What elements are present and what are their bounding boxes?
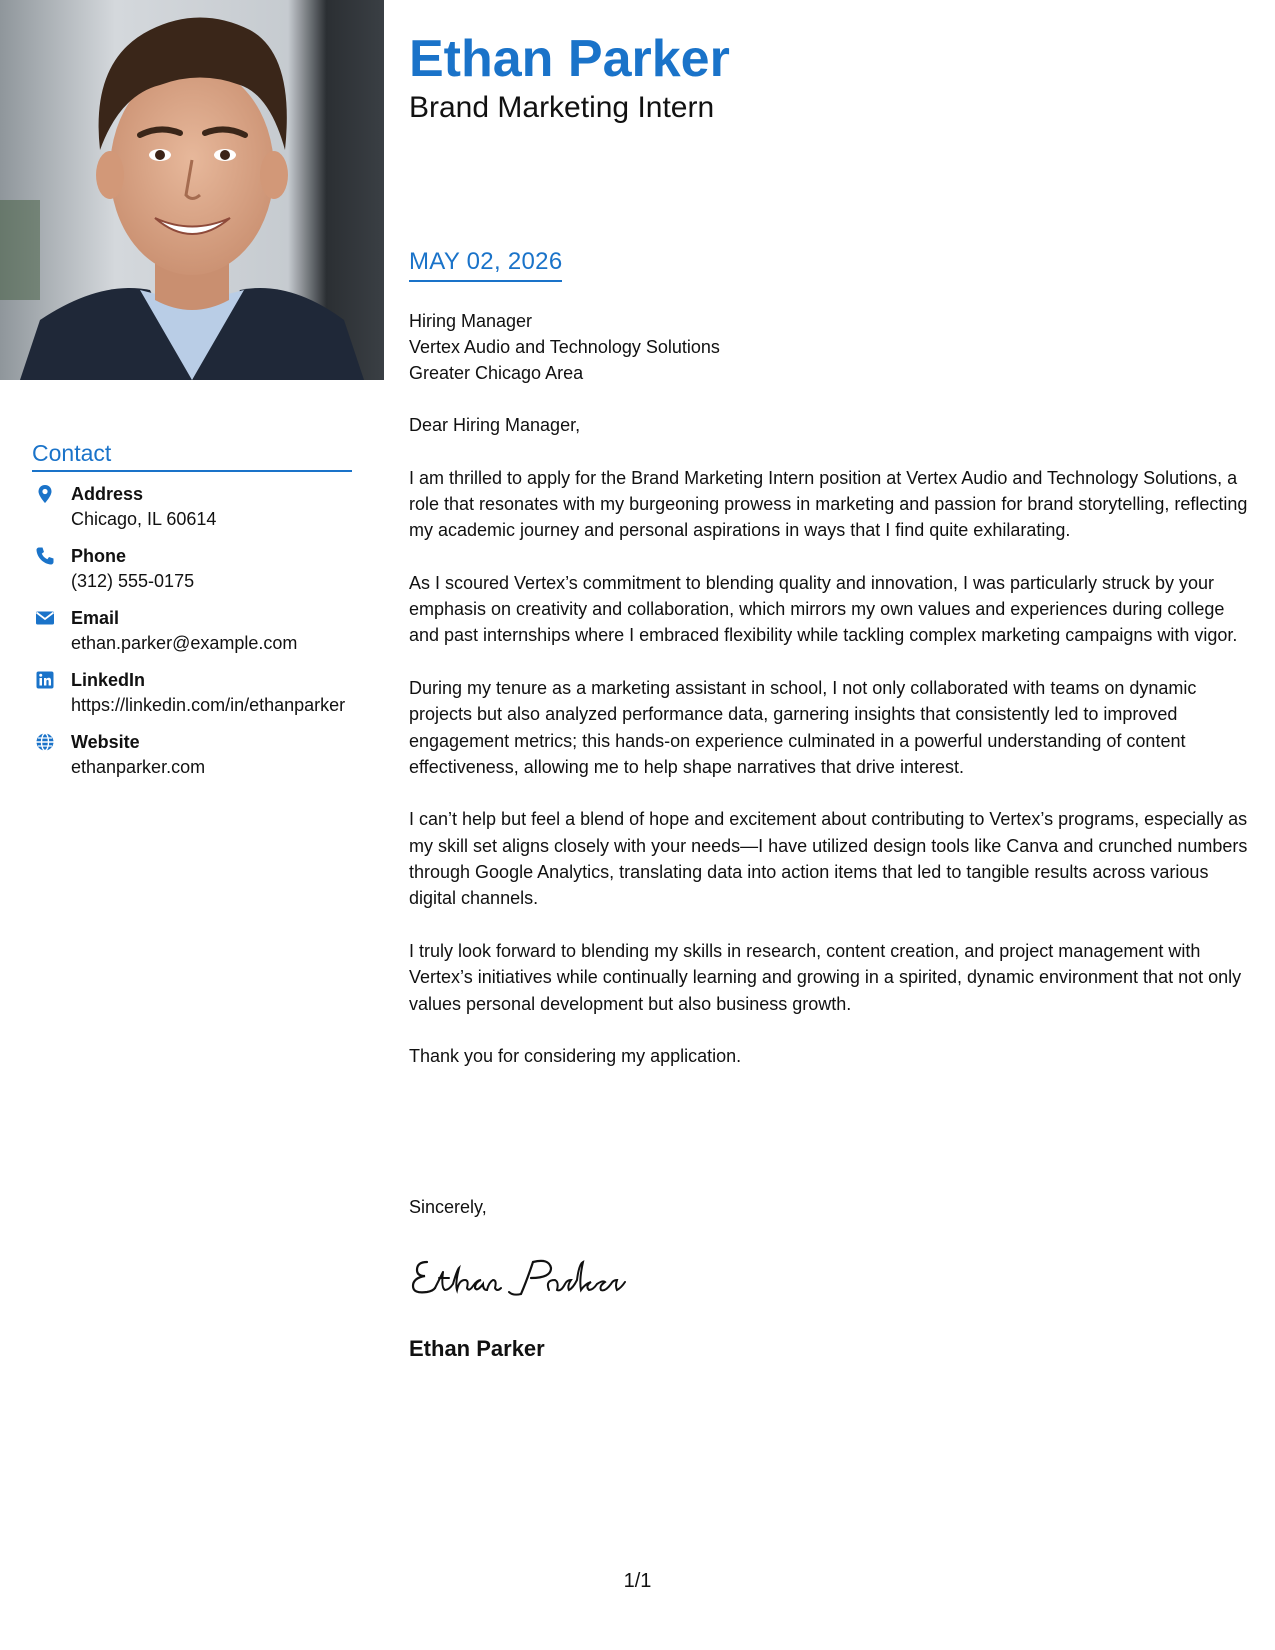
recipient-block	[409, 308, 720, 386]
body-paragraph: I truly look forward to blending my skills in research, content creation, and project management with Vertex’s initiatives while continually learning and growing in a spirited, dynamic environment that not only values personal development but also business growth.	[409, 940, 1242, 1014]
handwritten-signature	[409, 1250, 649, 1300]
linkedin-value[interactable]: https://linkedin.com/in/ethanparker	[71, 695, 346, 715]
contact-website	[32, 730, 352, 780]
signed-name: Ethan Parker	[409, 1336, 545, 1361]
contact-address	[32, 482, 352, 532]
body-paragraph: As I scoured Vertex’s commitment to blending quality and innovation, I was particularly struck by your emphasis on creativity and collaboration, which mirrors my own values and experiences during college and past internships where I embraced flexibility while tackling complex marketing campaigns with vigor.	[409, 572, 1238, 646]
letter-column	[409, 28, 1249, 1361]
recipient-line: Hiring Manager	[409, 311, 533, 331]
website-label: Website	[71, 732, 140, 752]
website-value[interactable]: ethanparker.com	[71, 757, 206, 777]
contact-email	[32, 606, 352, 656]
profile-photo	[0, 0, 384, 380]
address-value: Chicago, IL 60614	[71, 509, 217, 529]
email-icon	[35, 608, 55, 628]
contact-phone	[32, 544, 352, 594]
recipient-line: Greater Chicago Area	[409, 363, 584, 383]
globe-icon	[35, 732, 55, 752]
email-label: Email	[71, 608, 120, 628]
page-number: 1/1	[623, 1570, 652, 1592]
applicant-name: Ethan Parker	[409, 30, 730, 88]
body-paragraph: Thank you for considering my application.	[409, 1046, 742, 1067]
body-paragraph: During my tenure as a marketing assistant in school, I not only collaborated with teams on dynamic projects but also analyzed performance data, garnering insights that consistently led to improved engagement metrics; this hands-on experience culminated in a powerful understanding of content effectiveness, allowing me to help shape narratives that drive interest.	[409, 677, 1197, 777]
contact-heading: Contact	[32, 440, 352, 472]
phone-value[interactable]: (312) 555-0175	[71, 571, 195, 591]
letter-date: MAY 02, 2026	[409, 248, 562, 282]
email-value[interactable]: ethan.parker@example.com	[71, 633, 298, 653]
linkedin-icon	[35, 670, 55, 690]
job-title: Brand Marketing Intern	[409, 91, 715, 124]
salutation: Dear Hiring Manager,	[409, 415, 581, 435]
letter-body	[409, 412, 1251, 1096]
body-paragraph: I am thrilled to apply for the Brand Marketing Intern position at Vertex Audio and Technology Solutions, a role that resonates with my burgeoning prowess in marketing and passion for brand storytelling, reflecting my academic journey and personal aspirations in ways that I find quite exhilarating.	[409, 467, 1248, 541]
body-paragraph: I can’t help but feel a blend of hope and excitement about contributing to Vertex’s programs, especially as my skill set aligns closely with your needs—I have utilized design tools like Canva and crunched numbers through Google Analytics, translating data into action items that led to tangible results across various digital channels.	[409, 809, 1248, 909]
recipient-line: Vertex Audio and Technology Solutions	[409, 337, 720, 357]
address-label: Address	[71, 484, 144, 504]
contact-linkedin	[32, 668, 352, 718]
linkedin-label: LinkedIn	[71, 670, 146, 690]
phone-icon	[35, 546, 55, 566]
closing: Sincerely,	[409, 1197, 487, 1217]
contact-section	[32, 440, 352, 792]
phone-label: Phone	[71, 546, 127, 566]
location-pin-icon	[35, 484, 55, 504]
